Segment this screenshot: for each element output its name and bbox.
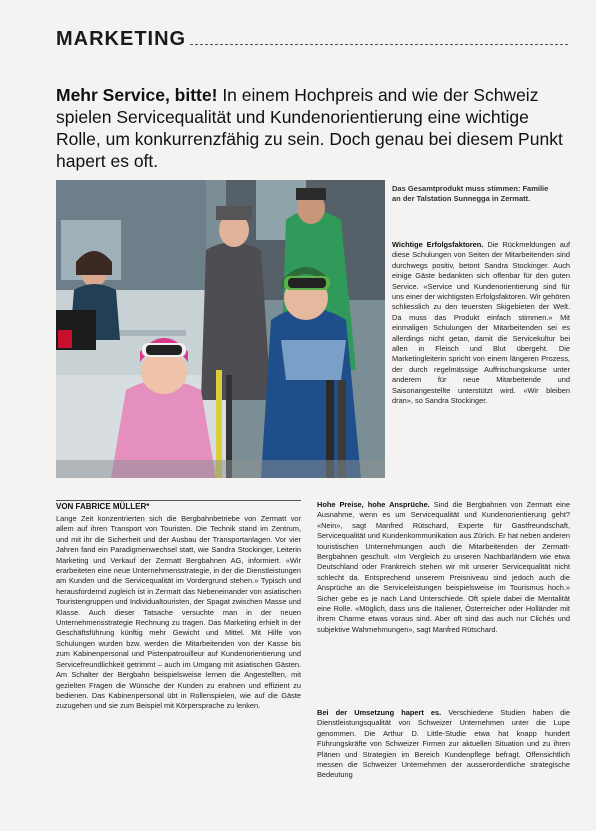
byline-divider	[56, 500, 301, 501]
lead-headline: Mehr Service, bitte!	[56, 85, 218, 105]
paragraph-hohe-preise: Sind die Bergbahnen von Zermatt eine Ausnahme, wenn es um Servicequalität und Kundenorientierung geht? «Nein», sagt Manfred Rütschard, Experte für Gastfreundschaft, Servicequalität und Kundenkommunikation aus Zürich. Er hat neben anderen touristischen Unternehmungen auch die Mitarbeitenden der Zermatt-Bergbahnen geschult. «Im Vergleich zu unseren Nachbarländern wie etwa Deutschland oder Frankreich stehen wir mit unserer Servicequalität nicht schlecht da. Entsprechend unserem Preisniveau sind jedoch auch die Ansprüche an die Serviceleistungen beispielsweise im Tourismus hoch.» Sicher gebe es je nach Land Unterschiede. Oft spiele dabei die Mentalität eine Rolle. «Möglich, dass uns die Italiener, Österreicher oder Holländer mit ihrem Charme etwas voraus sind. Aber oft sind das auch nur Clichés und subjektive Wahrnehmungen», sagt Manfred Rütschard.	[317, 500, 570, 634]
paragraph-intro: Lange Zeit konzentrierten sich die Bergbahnbetriebe von Zermatt vor allem auf ihren Transport von Touristen. Die Technik stand im Zentrum, und mit ihr die Sicherheit und der Ausbau der Transportanlagen. Vor vier Jahren fand ein Paradigmenwechsel statt, wie Sandra Stockinger, Leiterin Marketing und Verkauf der Zermatt Bergbahnen AG, informiert. «Wir erarbeiteten eine neue Unternehmensstrategie, in der die Dienstleistungen am Kunden und die Servicequalität im Vordergrund stehen.» Typisch und herausfordernd zugleich ist in Zermatt das Nebeneinander von asiatischen Touristengruppen und Individualtouristen, der Spagat zwischen Masse und Klasse. Auch dieser Tatsache versuchte man in der neuen Unternehmensstrategie Rechnung zu tragen. Das Marketing erhielt in der Geschäftsführung künftig mehr Gewicht und Mittel. Mit Hilfe von Schulungen wurden bzw. werden die Mitarbeitenden von der Kasse bis zum Kabinenpersonal und Pistenpatrouilleur auf Kundenorientierung und Servicefreundlichkeit getrimmt – auch im Umgang mit asiatischen Gästen. Am Schalter der Bergbahn beispielsweise lernen die Angestellten, mit gezielten Fragen die Wünsche der Kunden zu erahnen und effizient zu bedienen. Das Kabinenpersonal übt in Rollenspielen, wie auf die Gäste zuzugehen und sie zum Beispiel mit Körpersprache zu lenken.	[56, 514, 301, 711]
subheading-umsetzung: Bei der Umsetzung hapert es.	[317, 708, 442, 717]
paragraph-umsetzung: Verschiedene Studien haben die Dienstleistungsqualität von Schweizer Unternehmen unter die Lupe genommen. Die Arthur D. Little-Studie etwa hat knapp hundert Führungskräfte von Schweizer Firmen zur aktuellen Situation und zu ihren Plänen und Strategien im Bereich Kundenpflege befragt. Offensichtlich messen die Schweizer Unternehmen der ausserordentliche strategische Bedeutung	[317, 708, 570, 780]
article-photo	[56, 180, 385, 478]
photo-caption: Das Gesamtprodukt muss stimmen: Familie an der Talstation Sunnegga in Zermatt.	[392, 184, 549, 203]
section-title: MARKETING	[56, 28, 187, 50]
article-column-left	[56, 514, 301, 794]
subheading-hohe-preise: Hohe Preise, hohe Ansprüche.	[317, 500, 430, 509]
paragraph-erfolgsfaktoren: Die Rückmeldungen auf diese Schulungen von Seiten der Mitarbeitenden sind durchwegs positiv, betont Sandra Stockinger. Auch einige Gäste bedankten sich offenbar für den guten Service. «Service und Kundenorientierung sind für uns einer der wichtigsten Erfolgsfaktoren. Wir gehören schliesslich zu den teuersten Skigebieten der Welt. Da muss das Produkt einfach stimmen.» Mit einmaligen Schulungen der Mitarbeitenden sei es allerdings nicht getan, damit die Servicekultur bei allen in Fleisch und Blut übergeht. Die Marketingleiterin spricht von einem längeren Prozess, der durch regelmässige Auffrischungskurse unter anderem für neue Mitarbeitende und Saisonangestellte unterstützt wird. «Wir bleiben dran», so Sandra Stockinger.	[392, 240, 570, 406]
section-divider	[190, 44, 568, 45]
lead-text: In einem Hochpreis and wie der Schweiz spielen Servicequalität und Kundenorientierung eine wichtige Rolle, um konkurrenzfähig zu sein. Doch genau bei diesem Punkt hapert es oft.	[56, 85, 563, 171]
article-column-right	[392, 240, 570, 480]
author-byline: VON FABRICE MÜLLER*	[56, 502, 150, 511]
subheading-erfolgsfaktoren: Wichtige Erfolgsfaktoren.	[392, 240, 484, 249]
article-column-middle-bottom	[317, 708, 570, 800]
article-column-middle-top	[317, 500, 570, 705]
lead-paragraph	[56, 84, 571, 172]
